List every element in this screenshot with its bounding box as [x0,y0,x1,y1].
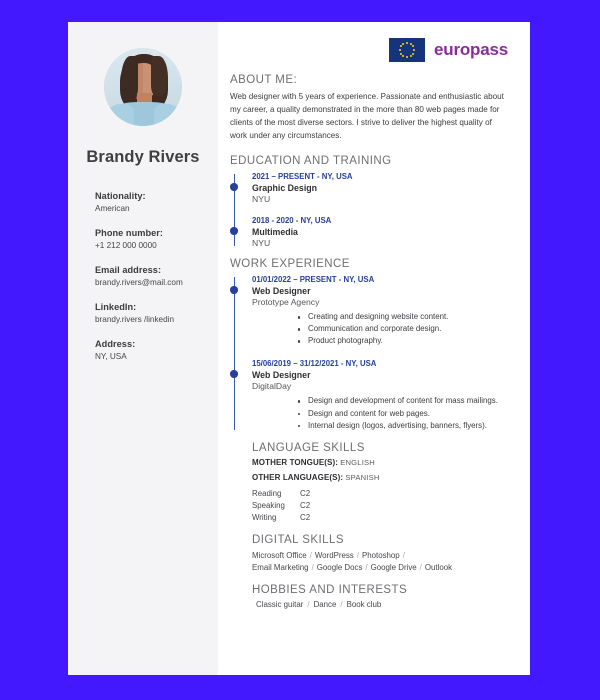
entry-bullet-list [252,311,508,347]
contact-list [68,191,218,361]
main-column [218,22,530,675]
work-timeline [230,275,508,431]
level-skill: Reading [252,488,282,498]
hobby-item: Dance [313,600,337,610]
education-entry [252,216,508,248]
language-level-row [252,512,508,524]
education-timeline [230,172,508,248]
bullet-item: Design and development of content for mass mailings. [308,395,508,407]
language-level-row [252,488,508,500]
section-title-languages: LANGUAGE SKILLS [252,441,365,454]
contact-label: Phone number: [95,228,164,238]
entry-title: Multimedia [252,227,298,238]
entry-bullet-list [252,395,508,431]
sidebar [68,22,218,675]
work-entry [252,359,508,431]
contact-nationality [95,191,218,213]
education-entry [252,172,508,204]
timeline-dot-icon [230,286,238,294]
date-range: 2018 - 2020 [252,216,294,226]
contact-address [95,339,218,361]
contact-label: LinkedIn: [95,302,137,312]
entry-date [252,359,508,368]
europass-logo [230,38,508,62]
date-location: - NY, USA [338,359,377,369]
contact-value[interactable]: brandy.rivers@mail.com [95,278,183,287]
digital-skills-row-2: Email Marketing / Google Docs / Google Drive / Outlook [252,563,453,573]
other-language-label: OTHER LANGUAGE(S): [252,472,344,482]
section-title-hobbies: HOBBIES AND INTERESTS [252,584,408,597]
timeline-dot-icon [230,370,238,378]
photo-container [68,48,218,126]
contact-email [95,265,218,287]
europass-wordmark: europass [434,40,508,59]
bullet-item: Internal design (logos, advertising, banners, flyers). [308,420,508,432]
contact-value[interactable]: brandy.rivers /linkedin [95,315,175,324]
bullet-item: Design and content for web pages. [308,408,508,420]
language-level-table [252,488,508,525]
language-level-row [252,500,508,512]
mother-tongue-row [252,458,508,467]
date-location: - NY, USA [314,172,353,182]
mother-tongue-value: ENGLISH [340,457,375,467]
date-range: 2021 – PRESENT [252,172,315,182]
entry-date [252,216,508,225]
entry-organization: NYU [252,238,271,249]
level-skill: Speaking [252,500,285,510]
entry-title: Graphic Design [252,183,318,194]
level-value: C2 [300,488,311,498]
lower-sections [230,442,508,610]
entry-organization: NYU [252,194,271,205]
level-value: C2 [300,513,311,523]
skill-item: Photoshop [361,551,400,561]
work-entry [252,275,508,347]
contact-label: Address: [95,339,136,349]
bullet-item: Communication and corporate design. [308,323,508,335]
hobbies-row: Classic guitar / Dance / Book club [256,600,382,610]
entry-date [252,172,508,181]
contact-value: NY, USA [95,352,127,361]
entry-title: Web Designer [252,286,311,297]
entry-title: Web Designer [252,370,311,381]
contact-label: Email address: [95,265,162,275]
date-range: 15/06/2019 – 31/12/2021 [252,359,339,369]
other-language-value: SPANISH [345,472,380,482]
entry-date [252,275,508,284]
contact-value: American [95,204,130,213]
other-language-row [252,473,508,482]
skill-item: Microsoft Office [252,551,307,561]
full-name: Brandy Rivers [86,148,200,166]
about-text: Web designer with 5 years of experience. Passionate and enthusiastic about my career, a quality demonstrated in the more than 80 web pages made for clients of the most diverse sectors. I strive to deliver the highest quality of work under any circumstances. [230,92,504,141]
skill-item: Google Drive [370,563,417,573]
skill-item: Google Docs [316,563,363,573]
section-title-work: WORK EXPERIENCE [230,258,350,271]
date-location: - NY, USA [336,275,375,285]
skill-item: Email Marketing [252,563,309,573]
section-title-digital: DIGITAL SKILLS [252,534,344,547]
entry-organization: Prototype Agency [252,297,320,308]
hobby-item: Book club [346,600,382,610]
date-location: - NY, USA [293,216,332,226]
level-skill: Writing [252,513,277,523]
profile-photo [104,48,182,126]
hobby-item: Classic guitar [256,600,304,610]
timeline-dot-icon [230,183,238,191]
contact-label: Nationality: [95,191,146,201]
contact-phone [95,228,218,250]
bullet-item: Product photography. [308,335,508,347]
level-value: C2 [300,500,311,510]
date-range: 01/01/2022 – PRESENT [252,275,337,285]
timeline-dot-icon [230,227,238,235]
cv-page [68,22,530,675]
bullet-item: Creating and designing website content. [308,311,508,323]
section-title-education: EDUCATION AND TRAINING [230,155,392,168]
skill-item: Outlook [424,563,453,573]
digital-skills-row-1: Microsoft Office / WordPress / Photoshop / [252,551,405,561]
contact-value: +1 212 000 0000 [95,241,157,250]
contact-linkedin [95,302,218,324]
entry-organization: DigitalDay [252,381,292,392]
section-title-about: ABOUT ME: [230,74,298,86]
european-union-flag-icon [389,38,425,62]
skill-item: WordPress [314,551,354,561]
mother-tongue-label: MOTHER TONGUE(S): [252,457,338,467]
